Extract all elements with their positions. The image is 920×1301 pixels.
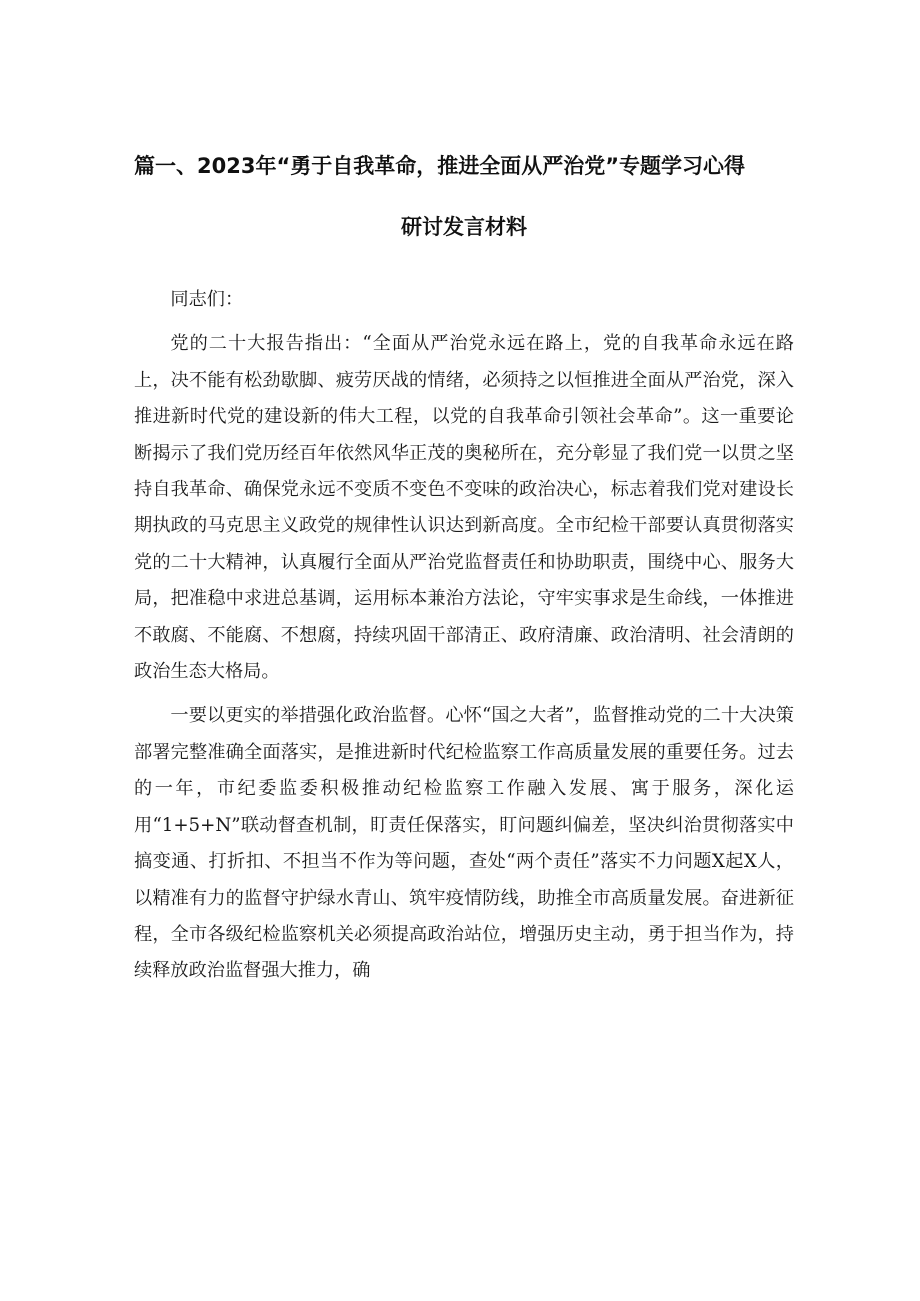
paragraph-1: 党的二十大报告指出：“全面从严治党永远在路上，党的自我革命永远在路上，决不能有松劲歇脚、疲劳厌战的情绪，必须持之以恒推进全面从严治党，深入推进新时代党的建设新的伟大工程，以党的自我革命引领社会革命”。这一重要论断揭示了我们党历经百年依然风华正茂的奥秘所在，充分彰显了我们党一以贯之坚持自我革命、确保党永远不变质不变色不变味的政治决心，标志着我们党对建设长期执政的马克思主义政党的规律性认识达到新高度。全市纪检干部要认真贯彻落实党的二十大精神，认真履行全面从严治党监督责任和协助职责，围绕中心、服务大局，把准稳中求进总基调，运用标本兼治方法论，守牢实事求是生命线，一体推进不敢腐、不能腐、不想腐，持续巩固干部清正、政府清廉、政治清明、社会清朗的政治生态大格局。: [134, 333, 794, 683]
paragraph-2: 一要以更实的举措强化政治监督。心怀“国之大者”，监督推动党的二十大决策部署完整准确全面落实，是推进新时代纪检监察工作高质量发展的重要任务。过去的一年，市纪委监委积极推动纪检监察工作融入发展、寓于服务，深化运用“1+5+N”联动督查机制，盯责任保落实，盯问题纠偏差，坚决纠治贯彻落实中搞变通、打折扣、不担当不作为等问题，查处“两个责任”落实不力问题X起X人，以精准有力的监督守护绿水青山、筑牢疫情防线，助推全市高质量发展。奋进新征程，全市各级纪检监察机关必须提高政治站位，增强历史主动，勇于担当作为，持续释放政治监督强大推力，确: [134, 705, 794, 982]
salutation: 同志们：: [170, 289, 244, 310]
document-body: [134, 282, 794, 998]
document-title-line2: 研讨发言材料: [401, 215, 527, 239]
document-title-line1: 篇一、2023年“勇于自我革命，推进全面从严治党”专题学习心得: [134, 154, 746, 178]
